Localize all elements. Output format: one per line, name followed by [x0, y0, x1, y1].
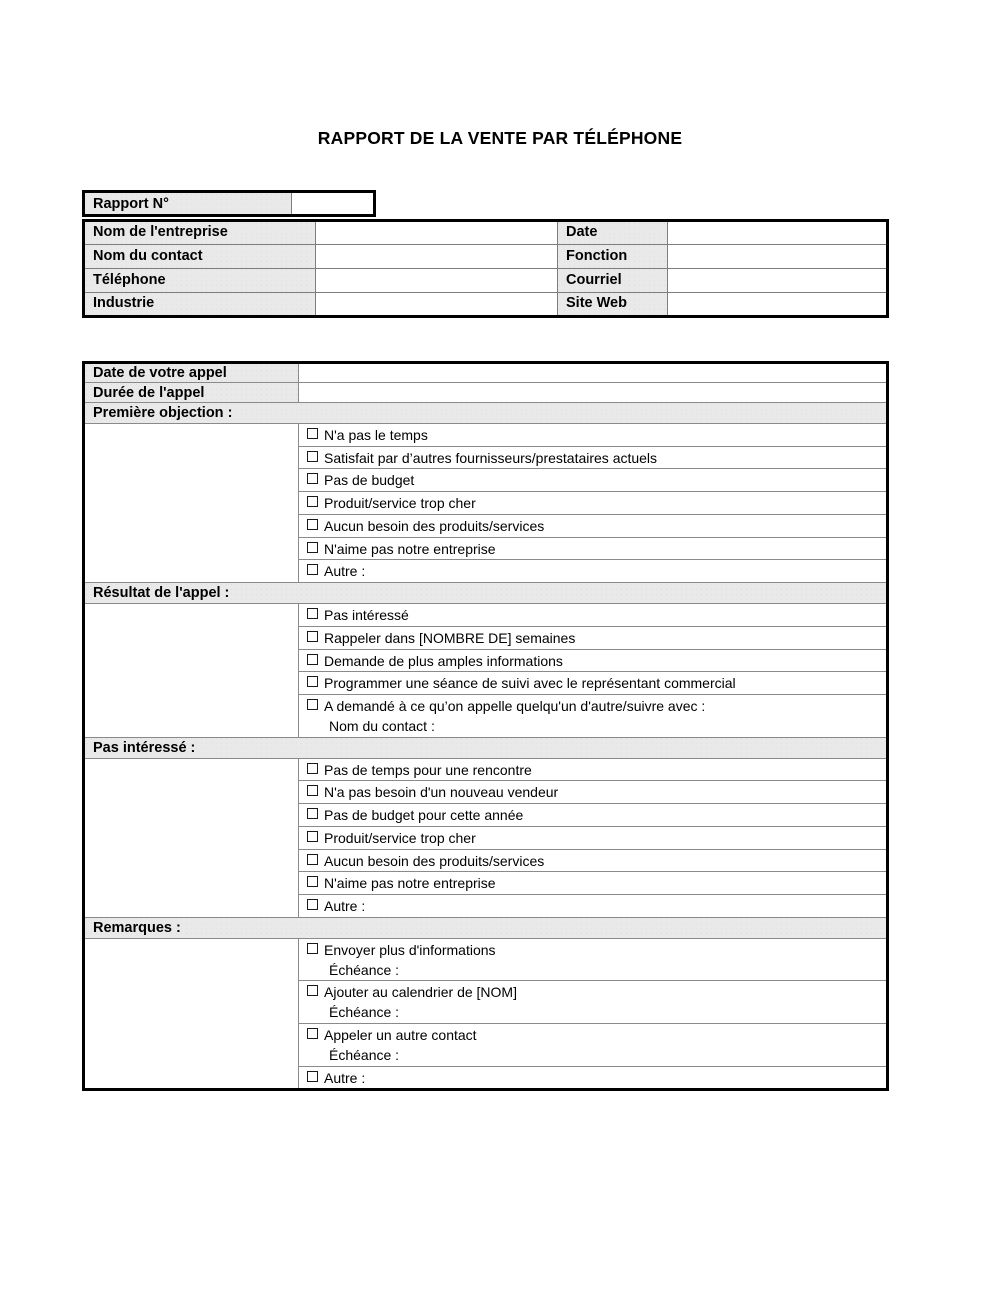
- checkbox-icon[interactable]: [307, 428, 318, 439]
- checkbox-icon[interactable]: [307, 985, 318, 996]
- option-label: Aucun besoin des produits/services: [324, 517, 545, 534]
- info-label-left: Nom du contact: [84, 245, 316, 269]
- option-subfield-label[interactable]: Échéance :: [329, 1004, 400, 1021]
- checkbox-option[interactable]: [299, 604, 888, 627]
- option-label: Aucun besoin des produits/services: [324, 852, 545, 869]
- checkbox-option[interactable]: [299, 695, 888, 738]
- checkbox-icon[interactable]: [307, 831, 318, 842]
- info-field-right[interactable]: [668, 293, 888, 317]
- option-label: N'a pas besoin d'un nouveau vendeur: [324, 784, 559, 801]
- checkbox-option[interactable]: [299, 781, 888, 804]
- checkbox-option[interactable]: [299, 626, 888, 649]
- checkbox-option[interactable]: [299, 469, 888, 492]
- option-label: Rappeler dans [NOMBRE DE] semaines: [324, 629, 576, 646]
- table-row: [84, 192, 375, 216]
- checkbox-option[interactable]: [299, 1024, 888, 1067]
- checkbox-icon[interactable]: [307, 943, 318, 954]
- checkbox-option[interactable]: [299, 649, 888, 672]
- section-header-row: [84, 917, 888, 938]
- checkbox-option[interactable]: [299, 424, 888, 447]
- checkbox-icon[interactable]: [307, 451, 318, 462]
- option-label: Appeler un autre contact: [324, 1026, 477, 1043]
- checkbox-icon[interactable]: [307, 564, 318, 575]
- option-label: Produit/service trop cher: [324, 495, 476, 512]
- checkbox-icon[interactable]: [307, 676, 318, 687]
- checkbox-icon[interactable]: [307, 785, 318, 796]
- checkbox-option[interactable]: [299, 938, 888, 981]
- table-row: [84, 363, 888, 383]
- section-header-row: [84, 737, 888, 758]
- report-number-field[interactable]: [292, 192, 375, 216]
- checkbox-icon[interactable]: [307, 631, 318, 642]
- option-label: Ajouter au calendrier de [NOM]: [324, 984, 517, 1001]
- option-label: N'aime pas notre entreprise: [324, 875, 496, 892]
- call-details-table: [82, 361, 889, 1091]
- call-field-input[interactable]: [299, 383, 888, 403]
- section-heading: Pas intéressé :: [84, 737, 888, 758]
- info-field-right[interactable]: [668, 245, 888, 269]
- option-row: [84, 758, 888, 781]
- option-label: Pas de budget pour cette année: [324, 807, 524, 824]
- option-label: Pas de temps pour une rencontre: [324, 761, 532, 778]
- checkbox-option[interactable]: [299, 895, 888, 918]
- info-label-right: Site Web: [558, 293, 668, 317]
- checkbox-icon[interactable]: [307, 473, 318, 484]
- checkbox-option[interactable]: [299, 672, 888, 695]
- table-row: [84, 269, 888, 293]
- info-label-left: Industrie: [84, 293, 316, 317]
- checkbox-option[interactable]: [299, 492, 888, 515]
- section-spacer-cell: [84, 604, 299, 738]
- section-heading: Résultat de l'appel :: [84, 583, 888, 604]
- checkbox-option[interactable]: [299, 849, 888, 872]
- checkbox-option[interactable]: [299, 804, 888, 827]
- section-spacer-cell: [84, 938, 299, 1090]
- info-label-left: Nom de l'entreprise: [84, 221, 316, 245]
- checkbox-option[interactable]: [299, 514, 888, 537]
- checkbox-option[interactable]: [299, 537, 888, 560]
- checkbox-icon[interactable]: [307, 699, 318, 710]
- option-label: A demandé à ce qu’on appelle quelqu'un d'autre/suivre avec :: [324, 697, 706, 714]
- option-row: [84, 938, 888, 981]
- option-label: N'aime pas notre entreprise: [324, 540, 496, 557]
- checkbox-option[interactable]: [299, 758, 888, 781]
- info-field-left[interactable]: [316, 245, 558, 269]
- table-row: [84, 245, 888, 269]
- option-label: Demande de plus amples informations: [324, 652, 563, 669]
- option-row: [84, 604, 888, 627]
- section-spacer-cell: [84, 424, 299, 583]
- checkbox-icon[interactable]: [307, 876, 318, 887]
- checkbox-icon[interactable]: [307, 608, 318, 619]
- call-field-input[interactable]: [299, 363, 888, 383]
- option-label: Pas de budget: [324, 472, 415, 489]
- section-heading: Remarques :: [84, 917, 888, 938]
- checkbox-icon[interactable]: [307, 519, 318, 530]
- checkbox-icon[interactable]: [307, 899, 318, 910]
- table-row: [84, 221, 888, 245]
- option-label: Produit/service trop cher: [324, 829, 476, 846]
- page-title: RAPPORT DE LA VENTE PAR TÉLÉPHONE: [317, 128, 683, 148]
- checkbox-option[interactable]: [299, 872, 888, 895]
- checkbox-option[interactable]: [299, 446, 888, 469]
- section-spacer-cell: [84, 758, 299, 917]
- option-label: Autre :: [324, 563, 366, 580]
- info-field-left[interactable]: [316, 221, 558, 245]
- option-subfield-label[interactable]: Échéance :: [329, 1046, 400, 1063]
- checkbox-icon[interactable]: [307, 808, 318, 819]
- checkbox-option[interactable]: [299, 981, 888, 1024]
- option-label: Envoyer plus d'informations: [324, 941, 496, 958]
- option-row: [84, 424, 888, 447]
- checkbox-icon[interactable]: [307, 542, 318, 553]
- checkbox-option[interactable]: [299, 1066, 888, 1090]
- option-subfield-label[interactable]: Échéance :: [329, 961, 400, 978]
- call-field-label: Durée de l'appel: [84, 383, 299, 403]
- info-field-right[interactable]: [668, 221, 888, 245]
- report-number-label: Rapport N°: [84, 192, 292, 216]
- checkbox-icon[interactable]: [307, 654, 318, 665]
- option-label: Satisfait par d’autres fournisseurs/prestataires actuels: [324, 449, 658, 466]
- option-label: Pas intéressé: [324, 606, 409, 623]
- table-row: [84, 383, 888, 403]
- section-heading: Première objection :: [84, 403, 888, 424]
- call-field-label: Date de votre appel: [84, 363, 299, 383]
- info-label-right: Courriel: [558, 269, 668, 293]
- info-field-left[interactable]: [316, 269, 558, 293]
- table-row: [84, 293, 888, 317]
- checkbox-icon[interactable]: [307, 1028, 318, 1039]
- section-header-row: [84, 403, 888, 424]
- info-label-right: Fonction: [558, 245, 668, 269]
- checkbox-option[interactable]: [299, 826, 888, 849]
- section-header-row: [84, 583, 888, 604]
- contact-info-table: [82, 219, 889, 318]
- option-subfield-label[interactable]: Nom du contact :: [329, 717, 435, 734]
- option-label: N'a pas le temps: [324, 426, 428, 443]
- checkbox-option[interactable]: [299, 560, 888, 583]
- info-label-left: Téléphone: [84, 269, 316, 293]
- info-field-right[interactable]: [668, 269, 888, 293]
- checkbox-icon[interactable]: [307, 1071, 318, 1082]
- checkbox-icon[interactable]: [307, 854, 318, 865]
- option-label: Autre :: [324, 897, 366, 914]
- report-number-table: [82, 190, 376, 217]
- option-label: Programmer une séance de suivi avec le représentant commercial: [324, 675, 736, 692]
- checkbox-icon[interactable]: [307, 763, 318, 774]
- info-field-left[interactable]: [316, 293, 558, 317]
- option-label: Autre :: [324, 1069, 366, 1086]
- checkbox-icon[interactable]: [307, 496, 318, 507]
- info-label-right: Date: [558, 221, 668, 245]
